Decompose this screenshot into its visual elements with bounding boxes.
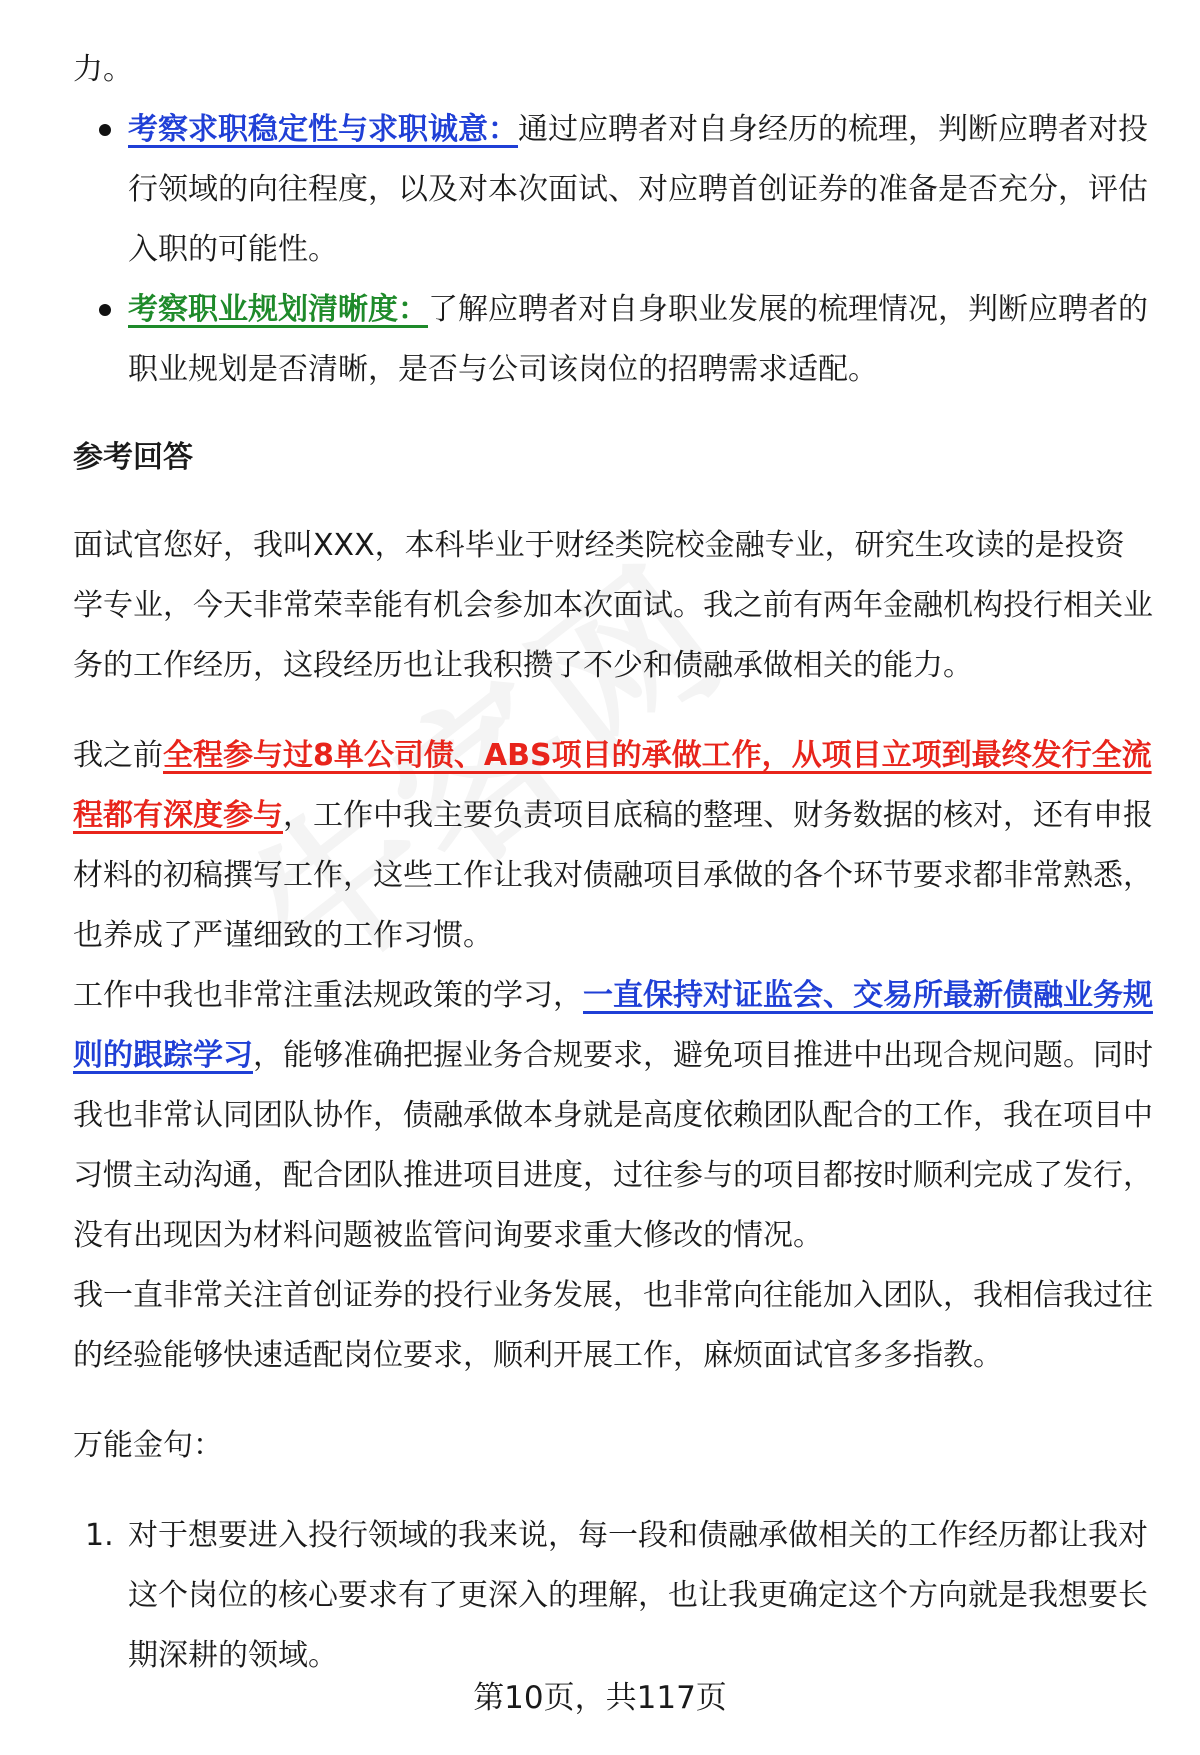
page-footer: 第10页，共117页 (473, 1680, 727, 1716)
bullet-dot-icon (99, 124, 111, 136)
golden-heading: 万能金句： (73, 1428, 223, 1463)
highlight-text: 一直保持对证监会、交易所最新债融业务规则的跟踪学习 (73, 978, 1153, 1073)
answer-paragraph-2 (73, 726, 1153, 966)
list-item-text: 对于想要进入投行领域的我来说，每一段和债融承做相关的工作经历都让我对这个岗位的核心要求有了更深入的理解，也让我更确定这个方向就是我想要长期深耕的领域。 (128, 1518, 1148, 1673)
answer-paragraph-1: 面试官您好，我叫XXX，本科毕业于财经类院校金融专业，研究生攻读的是投资学专业，今天非常荣幸能有机会参加本次面试。我之前有两年金融机构投行相关业务的工作经历，这段经历也让我积攒了不少和债融承做相关的能力。 (73, 528, 1153, 683)
bullet-label: 考察求职稳定性与求职诚意： (128, 112, 518, 147)
highlight-text: 全程参与过8单公司债、ABS项目的承做工作，从项目立项到最终发行全流程都有深度参与 (73, 738, 1152, 833)
evaluation-bullets (73, 100, 1153, 400)
document-page (73, 40, 1153, 1686)
bullet-text: 通过应聘者对自身经历的梳理，判断应聘者对投行领域的向往程度，以及对本次面试、对应聘首创证券的准备是否充分，评估入职的可能性。 (128, 112, 1148, 267)
paragraph-text: 工作中我也非常注重法规政策的学习， (73, 978, 583, 1013)
bullet-label: 考察职业规划清晰度： (128, 292, 428, 327)
paragraph-text: 我之前 (73, 738, 163, 773)
answer-paragraph-3 (73, 966, 1153, 1266)
paragraph-text: ，能够准确把握业务合规要求，避免项目推进中出现合规问题。同时我也非常认同团队协作，债融承做本身就是高度依赖团队配合的工作，我在项目中习惯主动沟通，配合团队推进项目进度，过往参与的项目都按时顺利完成了发行，没有出现因为材料问题被监管问询要求重大修改的情况。 (73, 1038, 1153, 1253)
paragraph-text: ，工作中我主要负责项目底稿的整理、财务数据的核对，还有申报材料的初稿撰写工作，这些工作让我对债融项目承做的各个环节要求都非常熟悉，也养成了严谨细致的工作习惯。 (73, 798, 1153, 953)
golden-list (73, 1506, 1153, 1686)
bullet-text: 了解应聘者对自身职业发展的梳理情况，判断应聘者的职业规划是否清晰，是否与公司该岗位的招聘需求适配。 (128, 292, 1148, 387)
answer-heading: 参考回答 (73, 440, 193, 475)
bullet-dot-icon (99, 304, 111, 316)
golden-list-item (73, 1506, 1153, 1686)
answer-paragraph-4: 我一直非常关注首创证券的投行业务发展，也非常向往能加入团队，我相信我过往的经验能够快速适配岗位要求，顺利开展工作，麻烦面试官多多指教。 (73, 1278, 1153, 1373)
bullet-item-career-plan (73, 280, 1153, 400)
bullet-item-stability (73, 100, 1153, 280)
list-number: 1. (85, 1518, 114, 1553)
intro-tail: 力。 (73, 52, 133, 87)
